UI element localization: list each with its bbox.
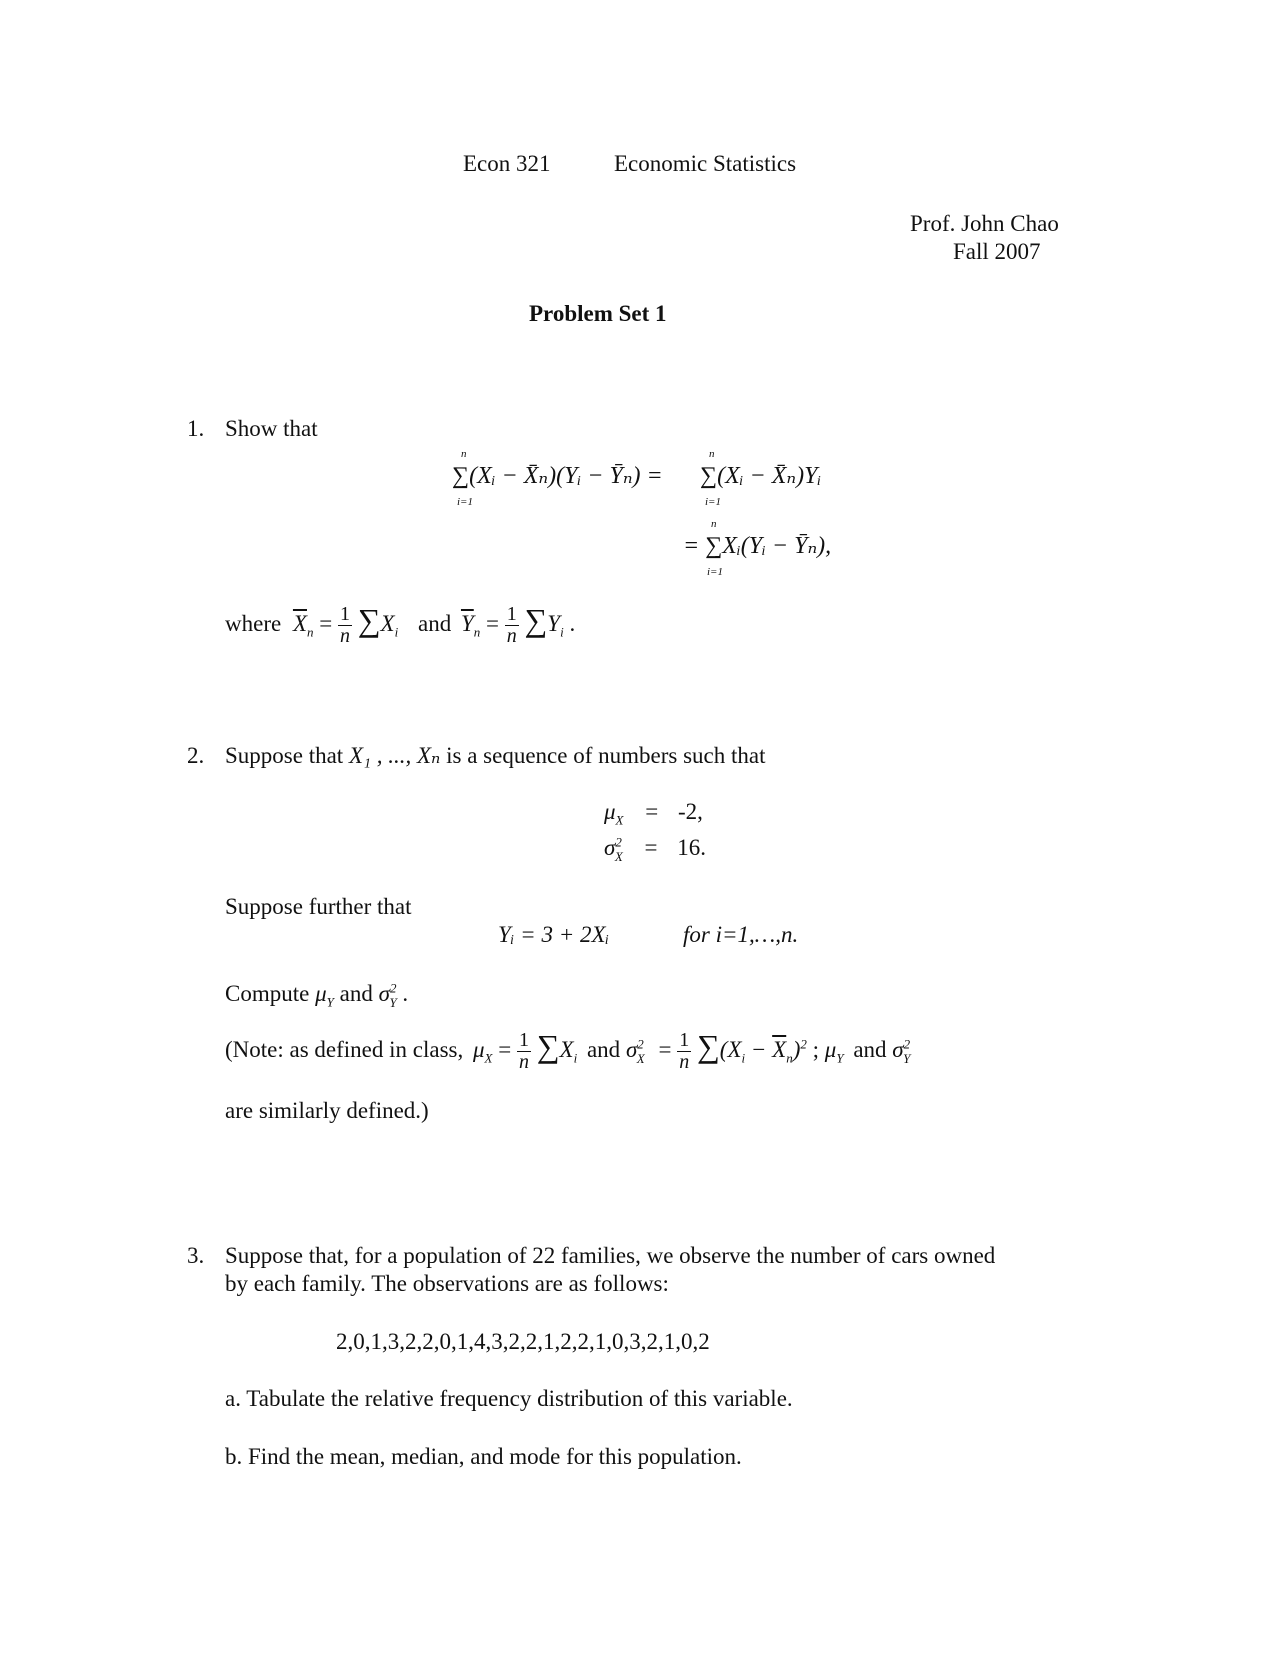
problem-2-number: 2. (187, 743, 205, 768)
professor-name: Prof. John Chao (910, 211, 1059, 236)
y-relation-range: for i=1,…,n. (683, 922, 799, 947)
problem-2-note: (Note: as defined in class, $\mu_X$ = $\frac{1}{n}$ $\sum X_i$ and $\sigma^2_X$ = $\frac{1}{n}$ $\sum(X_i - \overline{X}_n)^2$ ; $\mu_Y$ and $\sigma^2_Y$ (225, 1028, 911, 1074)
equation-line-1-lhs: ∑(Xᵢ − X̄ₙ)(Yᵢ − Ȳₙ) = (452, 463, 663, 489)
fraction-one-over-n: $\frac{1}{n}$ (518, 1029, 529, 1074)
problem-3-part-b: b. Find the mean, median, and mode for this population. (225, 1444, 742, 1469)
problem-3-text-line-2: by each family. The observations are as follows: (225, 1271, 669, 1296)
fraction-one-over-n: $\frac{1}{n}$ (506, 603, 517, 648)
observations-list: 2,0,1,3,2,2,0,1,4,3,2,2,1,2,2,1,0,3,2,1,0,2 (336, 1329, 710, 1354)
problem-3-number: 3. (187, 1243, 205, 1268)
sigma-x-definition: $\sigma^2_X = 16$. (604, 834, 707, 864)
problem-set-page: Econ 321 Economic Statistics Prof. John Chao Fall 2007 Problem Set 1 1. Show that n i=1 n i=1 ∑(Xᵢ − X̄ₙ)(Yᵢ − Ȳₙ) = ∑(Xᵢ − X̄ₙ)Yᵢ n i=1 = ∑Xᵢ(Yᵢ − Ȳₙ), where $\overline{X}_n$ = $\frac{1}{n}$ $\sum X_i$ and $\overline{Y}_n$ = $\frac{1}{n}$ $\sum Y_i$ . 2. Suppose that X₁ , ..., Xₙ is a sequence of numbers such that $\mu_X = -2$, $\sigma^2_X = 16$. Suppose further that Yᵢ = 3 + 2Xᵢ for i=1,…,n. Compute $\mu_Y$ and $\sigma^2_Y$ . (Note: as defined in class, $\mu_X$ = $\frac{1}{n}$ $\sum X_i$ and $\sigma^2_X$ = $\frac{1}{n}$ $\sum(X_i - \overline{X}_n)^2$ ; $\mu_Y$ and $\sigma^2_Y$ are similarly defined.) 3. Suppose that, for a population of 22 families, we observe the number of cars owned by each family. The observations are as follows: 2,0,1,3,2,2,0,1,4,3,2,2,1,2,2,1,0,3,2,1,0,2 a. Tabulate the relative frequency distribution of this variable. b. Find the mean, median, and mode for this population. (187, 151, 1059, 1469)
y-relation: Yᵢ = 3 + 2Xᵢ (498, 922, 610, 947)
course-code: Econ 321 (463, 151, 551, 176)
problem-2-note-end: are similarly defined.) (225, 1098, 429, 1123)
problem-2-compute: Compute $\mu_Y$ and $\sigma^2_Y$ . (225, 980, 409, 1010)
term: Fall 2007 (953, 239, 1041, 264)
equation-line-2: = ∑Xᵢ(Yᵢ − Ȳₙ), (683, 533, 832, 559)
problem-1-intro: Show that (225, 416, 318, 441)
problem-1-number: 1. (187, 416, 205, 441)
problem-2-intro: Suppose that X₁ , ..., Xₙ is a sequence of numbers such that (225, 743, 766, 768)
fraction-one-over-n: $\frac{1}{n}$ (679, 1029, 690, 1074)
problem-3-text-line-1: Suppose that, for a population of 22 families, we observe the number of cars owned (225, 1243, 996, 1268)
equation-line-1-rhs: ∑(Xᵢ − X̄ₙ)Yᵢ (700, 463, 822, 489)
mu-x-definition: $\mu_X = -2$, (604, 799, 703, 828)
problem-3-part-a: a. Tabulate the relative frequency distribution of this variable. (225, 1386, 793, 1411)
page-title: Problem Set 1 (529, 301, 667, 326)
fraction-one-over-n: $\frac{1}{n}$ (339, 603, 350, 648)
course-title: Economic Statistics (614, 151, 797, 176)
problem-1-where: where $\overline{X}_n$ = $\frac{1}{n}$ $\sum X_i$ and $\overline{Y}_n$ = $\frac{1}{n}$ $\sum Y_i$ . (225, 602, 576, 648)
problem-2-further: Suppose further that (225, 894, 412, 919)
